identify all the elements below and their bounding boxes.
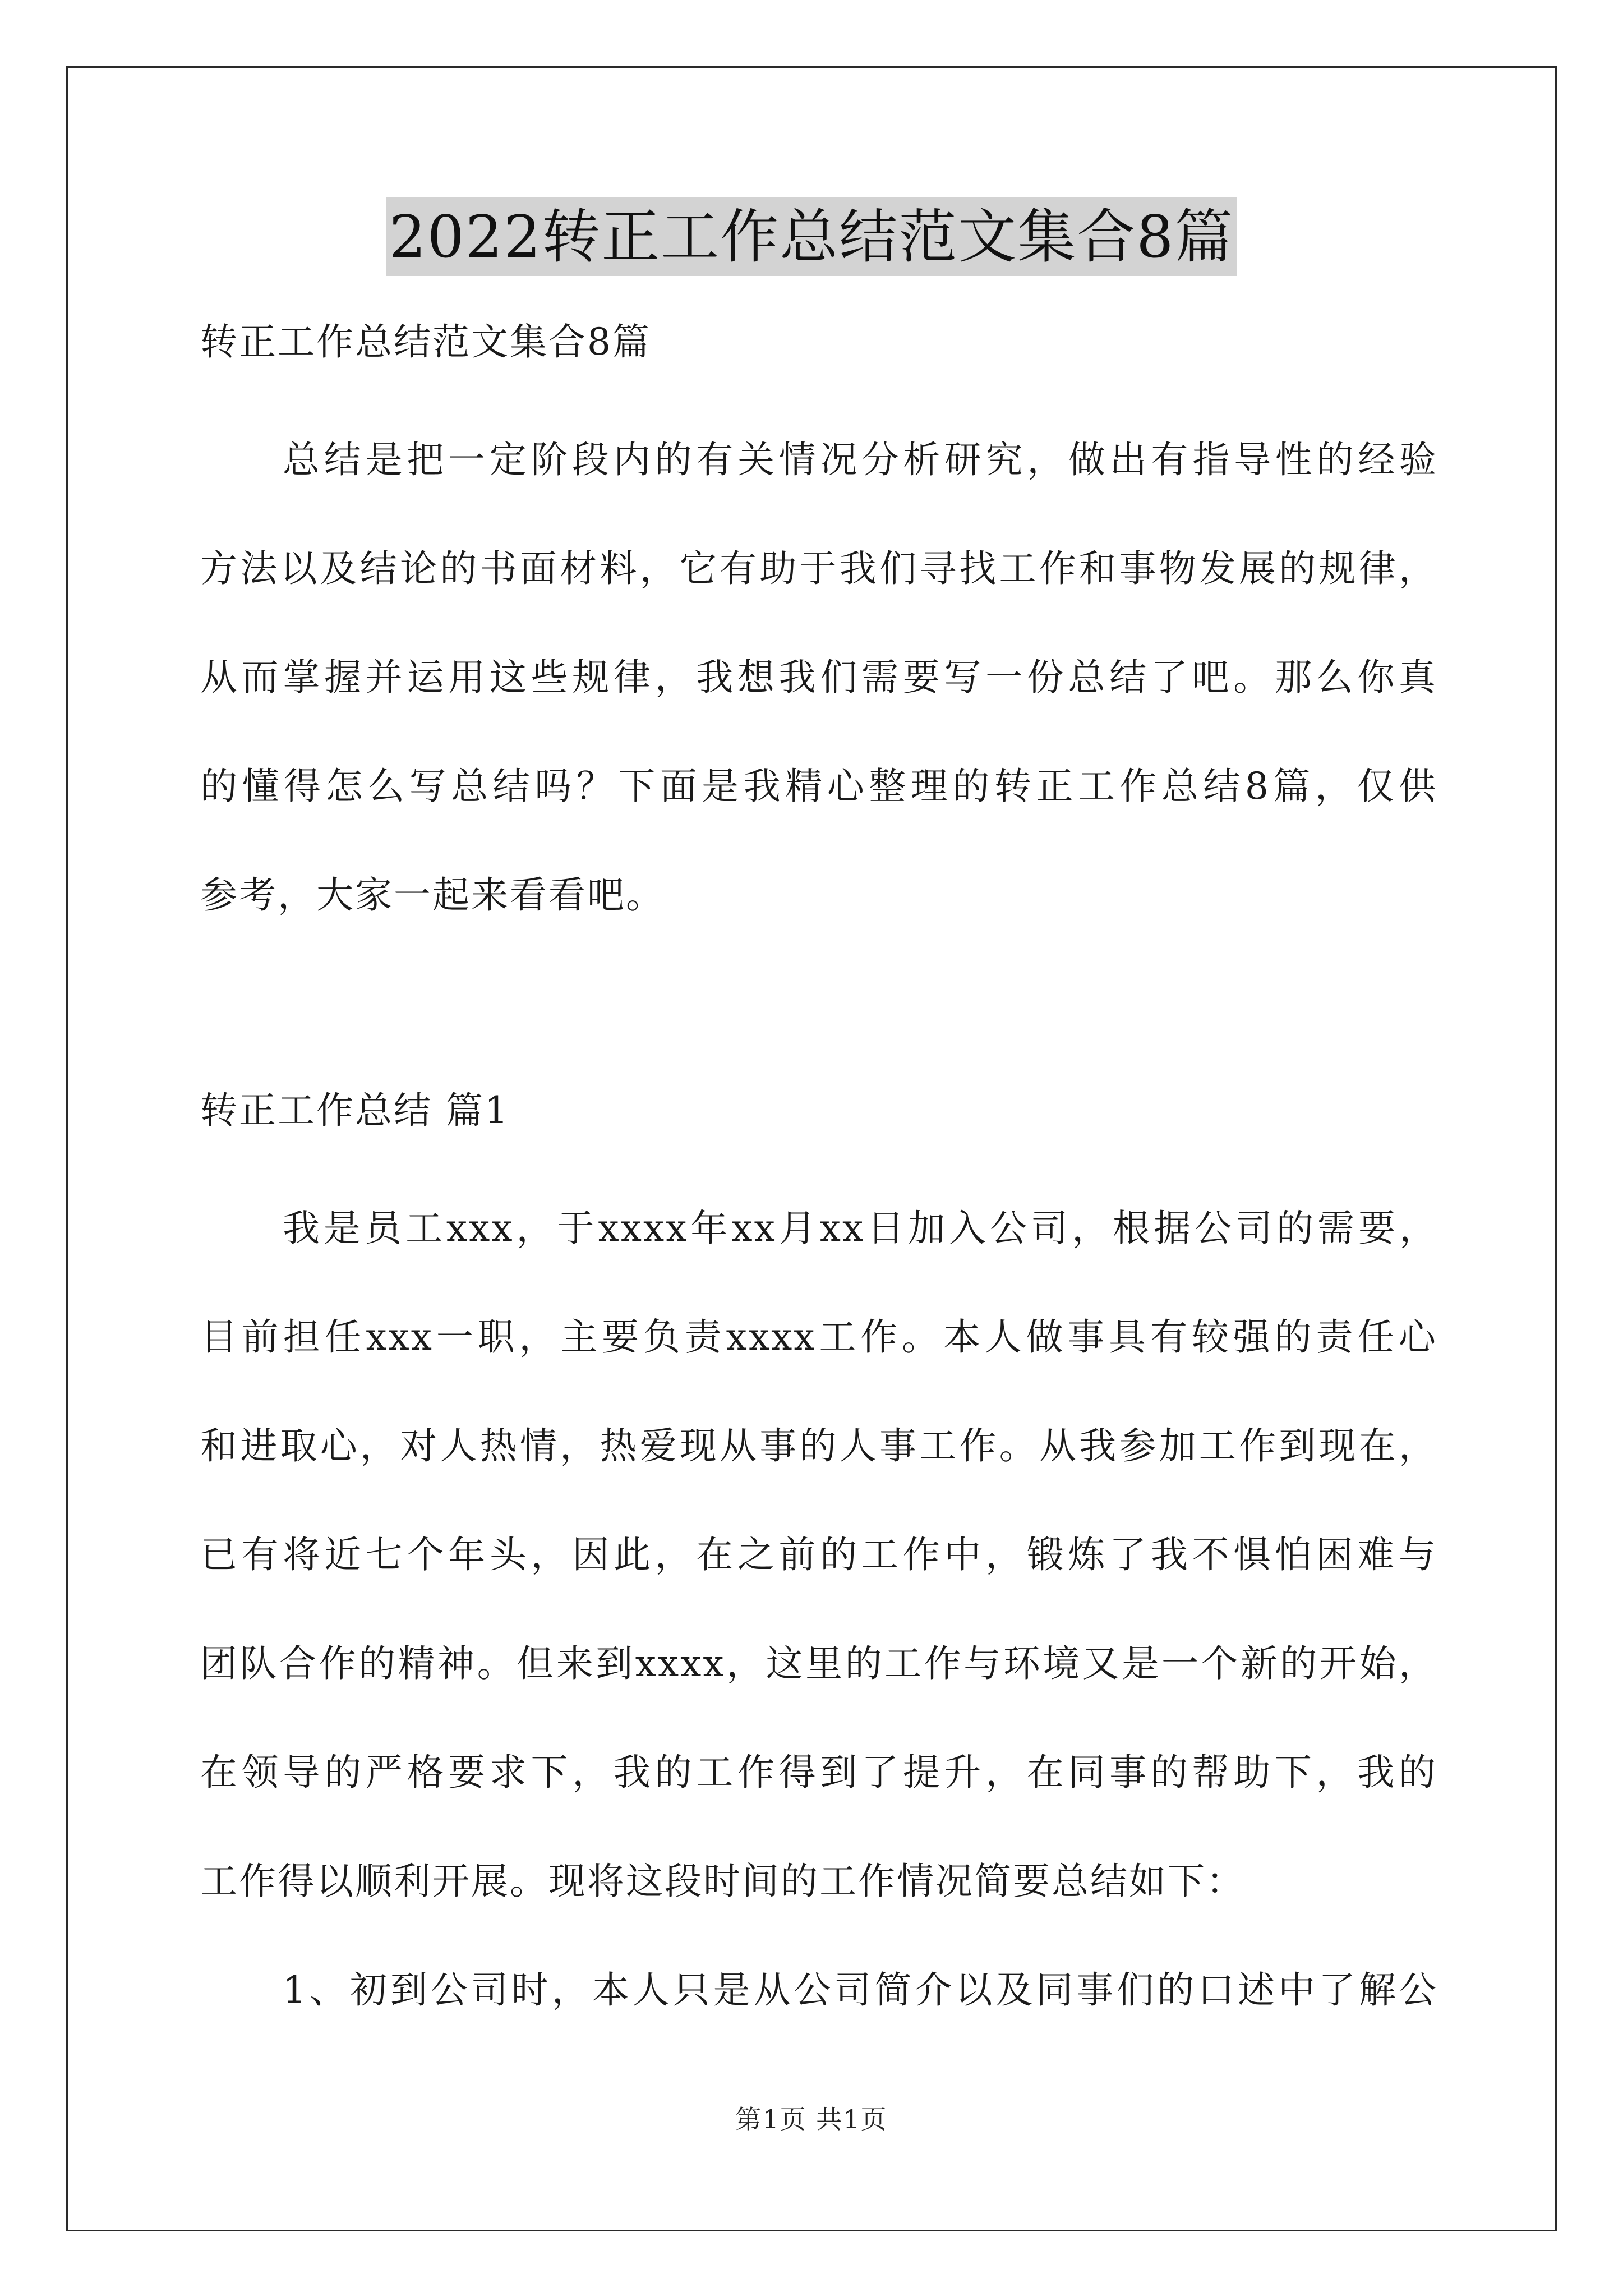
section-line-4: 已有将近七个年头，因此，在之前的工作中，锻炼了我不惧怕困难与 (200, 1533, 1437, 1576)
intro-line-2: 方法以及结论的书面材料，它有助于我们寻找工作和事物发展的规律， (200, 547, 1437, 590)
section-line-6: 在领导的严格要求下，我的工作得到了提升，在同事的帮助下，我的 (200, 1751, 1437, 1794)
section-line-7: 工作得以顺利开展。现将这段时间的工作情况简要总结如下： (200, 1860, 1245, 1903)
intro-line-3: 从而掌握并运用这些规律，我想我们需要写一份总结了吧。那么你真 (200, 656, 1437, 699)
document-subtitle: 转正工作总结范文集合8篇 (200, 320, 651, 364)
intro-line-4: 的懂得怎么写总结吗？下面是我精心整理的转正工作总结8篇，仅供 (200, 765, 1437, 808)
section-line-2: 目前担任xxx一职，主要负责xxxx工作。本人做事具有较强的责任心 (200, 1315, 1437, 1359)
section-line-1: 我是员工xxx，于xxxx年xx月xx日加入公司，根据公司的需要， (283, 1207, 1438, 1250)
section-line-3: 和进取心，对人热情，热爱现从事的人事工作。从我参加工作到现在， (200, 1424, 1437, 1467)
section-line-5: 团队合作的精神。但来到xxxx，这里的工作与环境又是一个新的开始， (200, 1642, 1437, 1685)
section-heading: 转正工作总结 篇1 (200, 1089, 510, 1132)
title-container (0, 197, 1623, 276)
document-title: 2022转正工作总结范文集合8篇 (386, 197, 1238, 276)
page-footer: 第1页 共1页 (735, 2104, 888, 2134)
intro-line-1: 总结是把一定阶段内的有关情况分析研究，做出有指导性的经验 (283, 438, 1438, 481)
intro-line-5: 参考，大家一起来看看吧。 (200, 873, 665, 917)
section-line-8: 1、初到公司时，本人只是从公司简介以及同事们的口述中了解公 (283, 1968, 1438, 2012)
